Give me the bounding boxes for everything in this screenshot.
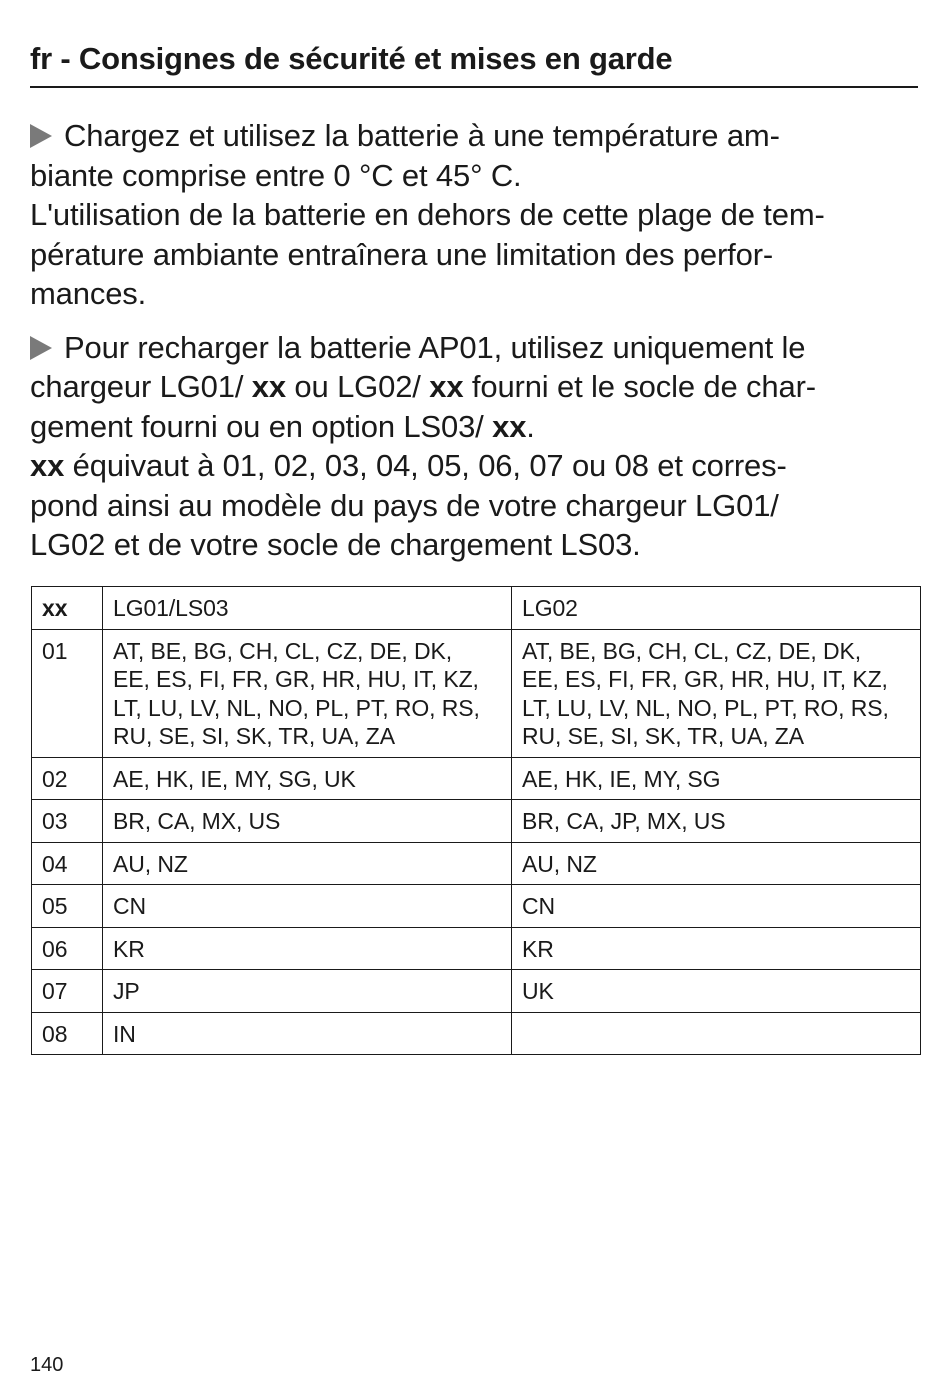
code-cell: 03 [32,800,103,843]
paragraph-line: gement fourni ou en option LS03/ xx. [30,408,535,444]
lg02-cell: AU, NZ [512,842,921,885]
variable-xx: xx [251,369,286,404]
variable-xx: xx [30,448,65,483]
code-cell: 07 [32,970,103,1013]
table-row [32,885,921,928]
variable-xx: xx [492,408,527,444]
paragraph-line: pond ainsi au modèle du pays de votre chargeur LG01/ [30,487,779,523]
table-row [32,629,921,757]
column-header-lg02: LG02 [512,587,921,630]
lg02-cell: BR, CA, JP, MX, US [512,800,921,843]
lg01-cell: CN [103,885,512,928]
table-row [32,1012,921,1055]
paragraph-line: pérature ambiante entraînera une limitation des perfor- [30,236,774,272]
paragraph-line: mances. [30,276,147,311]
code-cell: 04 [32,842,103,885]
main-content [30,116,920,579]
lg01-cell: KR [103,927,512,970]
paragraph-line: xx équivaut à 01, 02, 03, 04, 05, 06, 07 ou 08 et corres- [30,448,787,483]
lg02-cell: CN [512,885,921,928]
page-header [30,40,918,88]
lg01-cell: AT, BE, BG, CH, CL, CZ, DE, DK, EE, ES, FI, FR, GR, HR, HU, IT, KZ, LT, LU, LV, NL, NO, PL, PT, RO, RS, RU, SE, SI, SK, TR, UA, ZA [103,629,512,757]
paragraph-line: biante comprise entre 0 °C et 45° C. [30,157,522,193]
table-row [32,800,921,843]
table-row [32,970,921,1013]
lg01-cell: AE, HK, IE, MY, SG, UK [103,757,512,800]
column-header-code: xx [32,587,103,630]
table-row [32,927,921,970]
lg01-cell: IN [103,1012,512,1055]
instruction-paragraph-charging [30,328,920,565]
page-title: fr - Consignes de sécurité et mises en garde [30,41,673,76]
column-header-lg01-ls03: LG01/LS03 [103,587,512,630]
table-header-row [32,587,921,630]
table-row [32,757,921,800]
code-cell: 05 [32,885,103,928]
country-code-table [31,586,921,1055]
lg02-cell: KR [512,927,921,970]
lg01-cell: JP [103,970,512,1013]
code-cell: 01 [32,629,103,757]
lg02-cell: UK [512,970,921,1013]
lg02-cell: AE, HK, IE, MY, SG [512,757,921,800]
triangle-right-icon [30,336,52,360]
lg01-cell: AU, NZ [103,842,512,885]
paragraph-line: Chargez et utilisez la batterie à une température am- [30,116,920,156]
code-cell: 08 [32,1012,103,1055]
instruction-paragraph-temperature [30,116,920,314]
paragraph-line: L'utilisation de la batterie en dehors de cette plage de tem- [30,197,825,232]
lg01-cell: BR, CA, MX, US [103,800,512,843]
lg02-cell [512,1012,921,1055]
code-cell: 06 [32,927,103,970]
triangle-right-icon [30,124,52,148]
code-cell: 02 [32,757,103,800]
page-number: 140 [30,1354,64,1376]
lg02-cell: AT, BE, BG, CH, CL, CZ, DE, DK, EE, ES, FI, FR, GR, HR, HU, IT, KZ, LT, LU, LV, NL, NO, PL, PT, RO, RS, RU, SE, SI, SK, TR, UA, ZA [512,629,921,757]
table-row [32,842,921,885]
paragraph-line: chargeur LG01/ xx ou LG02/ xx fourni et le socle de char- [30,369,816,404]
paragraph-line: Pour recharger la batterie AP01, utilisez uniquement le [30,328,920,368]
paragraph-line: LG02 et de votre socle de chargement LS03. [30,527,641,562]
variable-xx: xx [429,369,464,404]
